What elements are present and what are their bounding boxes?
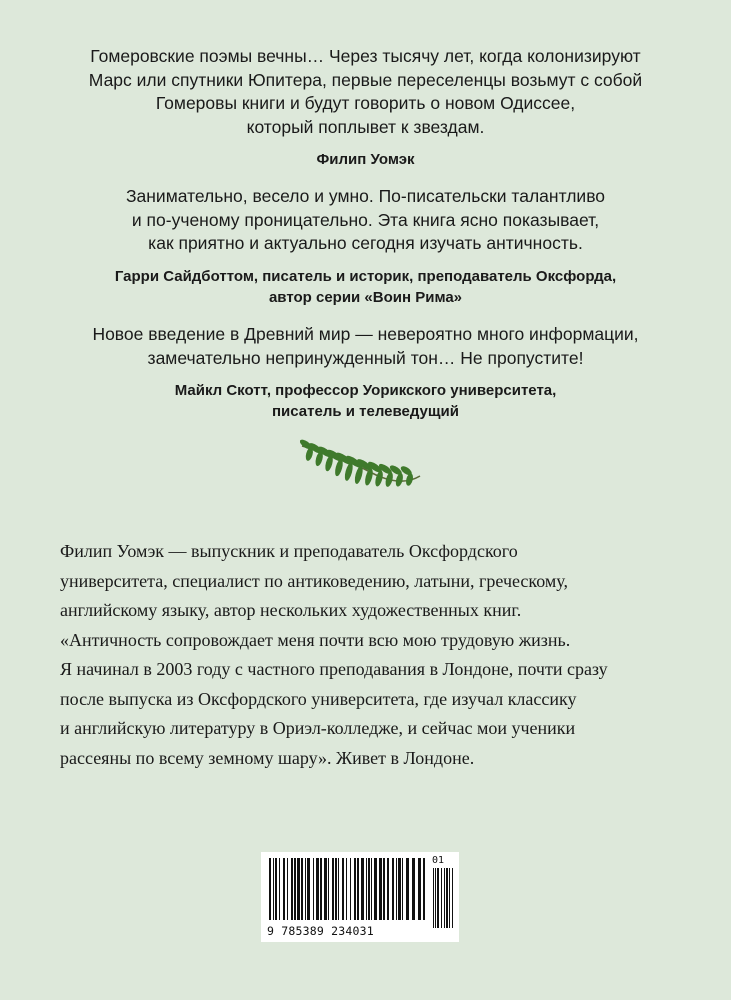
isbn-barcode bbox=[261, 852, 459, 942]
bio-line: Филип Уомэк — выпускник и преподаватель Оксфордского bbox=[60, 541, 518, 561]
bio-line: Я начинал в 2003 году с частного преподавания в Лондоне, почти сразу bbox=[60, 659, 608, 679]
bio-line: «Античность сопровождает меня почти всю мою трудовую жизнь. bbox=[60, 629, 571, 650]
quote-author bbox=[40, 266, 691, 308]
quote-line: который поплывет к звездам. bbox=[246, 116, 485, 137]
quote-line: Новое введение в Древний мир — невероятно много информации, bbox=[92, 324, 639, 344]
bio-line: английскому языку, автор нескольких художественных книг. bbox=[60, 600, 522, 620]
quote-author-line: писатель и телеведущий bbox=[271, 403, 460, 420]
quote-author bbox=[40, 380, 691, 422]
bio-line: университета, специалист по антиковедению, латыни, греческому, bbox=[60, 570, 568, 591]
quote-line: Занимательно, весело и умно. По-писательски талантливо bbox=[125, 186, 606, 206]
quote-line: Гомеровы книги и будут говорить о новом Одиссее, bbox=[155, 93, 576, 113]
barcode-digits: 9 785389 234031 bbox=[267, 924, 374, 938]
quote-author-line: Филип Уомэк bbox=[316, 151, 415, 168]
quote-line: и по-ученому проницательно. Эта книга ясно показывает, bbox=[131, 209, 600, 230]
quote-author bbox=[40, 149, 691, 170]
fern-sprig-icon bbox=[300, 438, 422, 498]
quote-text bbox=[40, 323, 691, 370]
quote-author-line: автор серии «Воин Рима» bbox=[268, 288, 463, 306]
quote-line: как приятно и актуально сегодня изучать античность. bbox=[148, 233, 583, 253]
quote-text bbox=[40, 185, 691, 256]
bio-line: и английскую литературу в Ориэл-колледже, и сейчас мои ученики bbox=[60, 718, 576, 738]
author-bio bbox=[60, 537, 700, 773]
quote-text bbox=[40, 45, 691, 139]
quote-author-line: Гарри Сайдботтом, писатель и историк, преподаватель Оксфорда, bbox=[114, 267, 617, 285]
quote-block-3 bbox=[40, 323, 691, 422]
bio-line: после выпуска из Оксфордского университета, где изучал классику bbox=[60, 688, 577, 709]
quote-block-1 bbox=[40, 45, 691, 170]
quote-line: замечательно непринужденный тон… Не пропустите! bbox=[147, 347, 584, 368]
barcode-addon-digits: 01 bbox=[432, 855, 445, 866]
quote-line: Марс или спутники Юпитера, первые переселенцы возьмут с собой bbox=[88, 69, 643, 90]
quote-line: Гомеровские поэмы вечны… Через тысячу лет, когда колонизируют bbox=[90, 46, 641, 66]
quote-author-line: Майкл Скотт, профессор Уорикского университета, bbox=[174, 382, 557, 399]
bio-line: рассеяны по всему земному шару». Живет в Лондоне. bbox=[60, 747, 475, 768]
quote-block-2 bbox=[40, 185, 691, 308]
